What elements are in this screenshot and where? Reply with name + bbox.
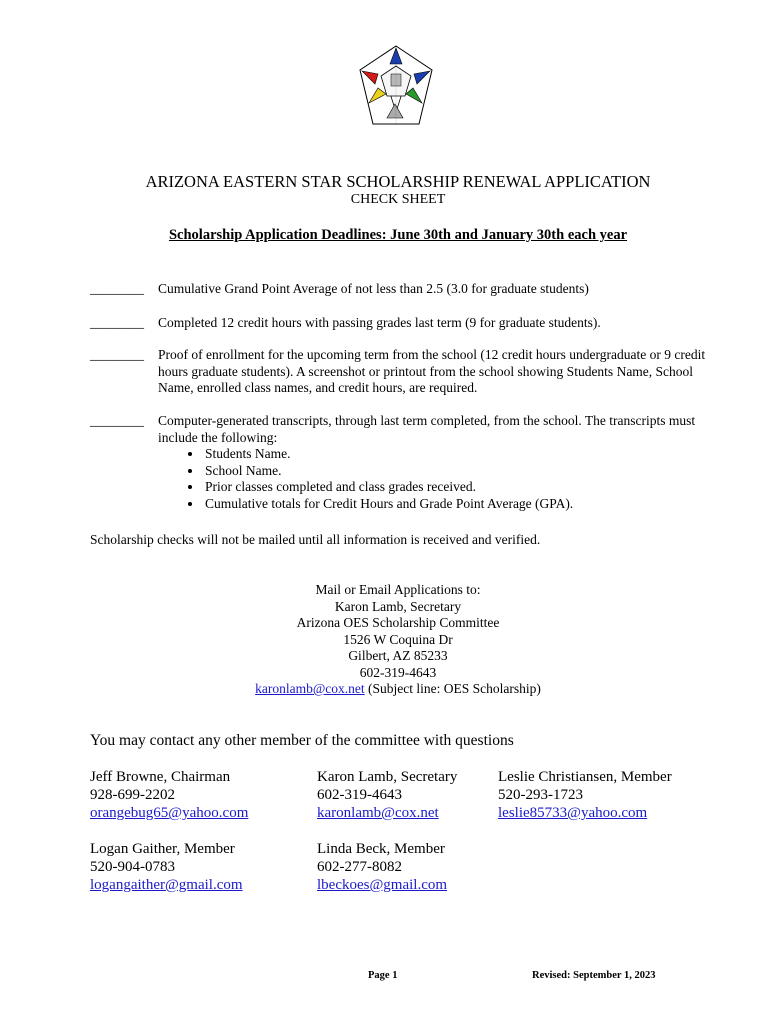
checklist-item-text: Cumulative Grand Point Average of not less than 2.5 (3.0 for graduate students) xyxy=(158,281,589,296)
committee-member xyxy=(317,768,457,822)
member-email-link[interactable]: karonlamb@cox.net xyxy=(317,805,439,821)
member-name: Jeff Browne, Chairman xyxy=(90,769,231,785)
page-subtitle: CHECK SHEET xyxy=(350,192,446,207)
eastern-star-emblem-icon xyxy=(357,44,435,126)
checklist-item-text: Completed 12 credit hours with passing grades last term (9 for graduate students). xyxy=(158,315,601,330)
mail-city: Gilbert, AZ 85233 xyxy=(348,648,448,663)
member-phone: 928-699-2202 xyxy=(90,787,175,803)
mail-phone: 602-319-4643 xyxy=(359,664,437,680)
checklist-item-text: Computer-generated transcripts, through last term completed, from the school. The transcripts must include the following: xyxy=(158,413,696,445)
member-phone: 520-904-0783 xyxy=(90,859,175,875)
list-item: • Students Name. xyxy=(203,446,730,463)
checklist-item-text: Proof of enrollment for the upcoming term from the school (12 credit hours undergraduate or 9 credit hours graduate students). A screenshot or printout from the school showing Students Name, School Name, enrolled class names, and credit hours, are required. xyxy=(158,347,706,396)
transcript-requirements-list xyxy=(158,446,730,512)
mail-street: 1526 W Coquina Dr xyxy=(343,631,453,647)
checkbox-blank[interactable]: ________ xyxy=(90,281,144,296)
mailing-address-block xyxy=(0,582,770,698)
member-email-link[interactable]: lbeckoes@gmail.com xyxy=(317,877,448,893)
list-item: • Cumulative totals for Credit Hours and Grade Point Average (GPA). xyxy=(203,496,730,513)
checkbox-blank[interactable]: ________ xyxy=(90,347,144,362)
page-title: ARIZONA EASTERN STAR SCHOLARSHIP RENEWAL APPLICATION xyxy=(145,172,651,191)
mail-email-link[interactable]: karonlamb@cox.net xyxy=(255,681,365,696)
revised-date: Revised: September 1, 2023 xyxy=(532,970,656,981)
checklist-item xyxy=(90,347,730,397)
member-name: Logan Gaither, Member xyxy=(90,841,235,857)
member-name: Leslie Christiansen, Member xyxy=(498,769,672,785)
checkbox-blank[interactable]: ________ xyxy=(90,315,144,330)
member-name: Linda Beck, Member xyxy=(317,841,445,857)
committee-member xyxy=(498,768,672,822)
checklist-item xyxy=(90,413,730,513)
list-item: • Prior classes completed and class grades received. xyxy=(203,479,730,496)
member-phone: 520-293-1723 xyxy=(498,787,583,803)
member-name: Karon Lamb, Secretary xyxy=(317,769,458,785)
committee-member xyxy=(317,840,447,894)
checklist-item xyxy=(90,315,730,332)
member-email-link[interactable]: orangebug65@yahoo.com xyxy=(90,805,249,821)
deadline-heading: Scholarship Application Deadlines: June 30th and January 30th each year xyxy=(168,227,628,243)
member-phone: 602-277-8082 xyxy=(317,859,402,875)
page-number: Page 1 xyxy=(368,970,398,981)
checklist-item xyxy=(90,281,730,298)
contact-intro: You may contact any other member of the committee with questions xyxy=(90,732,514,749)
member-phone: 602-319-4643 xyxy=(317,787,402,803)
committee-member xyxy=(90,840,243,894)
list-item: • School Name. xyxy=(203,463,730,480)
mailing-note: Scholarship checks will not be mailed until all information is received and verified. xyxy=(90,532,541,547)
mail-name: Karon Lamb, Secretary xyxy=(334,598,462,614)
committee-member xyxy=(90,768,248,822)
mail-org: Arizona OES Scholarship Committee xyxy=(296,615,500,630)
mail-subject-line: (Subject line: OES Scholarship) xyxy=(364,681,541,696)
mail-heading: Mail or Email Applications to: xyxy=(315,582,481,597)
member-email-link[interactable]: logangaither@gmail.com xyxy=(90,877,243,893)
member-email-link[interactable]: leslie85733@yahoo.com xyxy=(498,805,648,821)
checkbox-blank[interactable]: ________ xyxy=(90,413,144,428)
